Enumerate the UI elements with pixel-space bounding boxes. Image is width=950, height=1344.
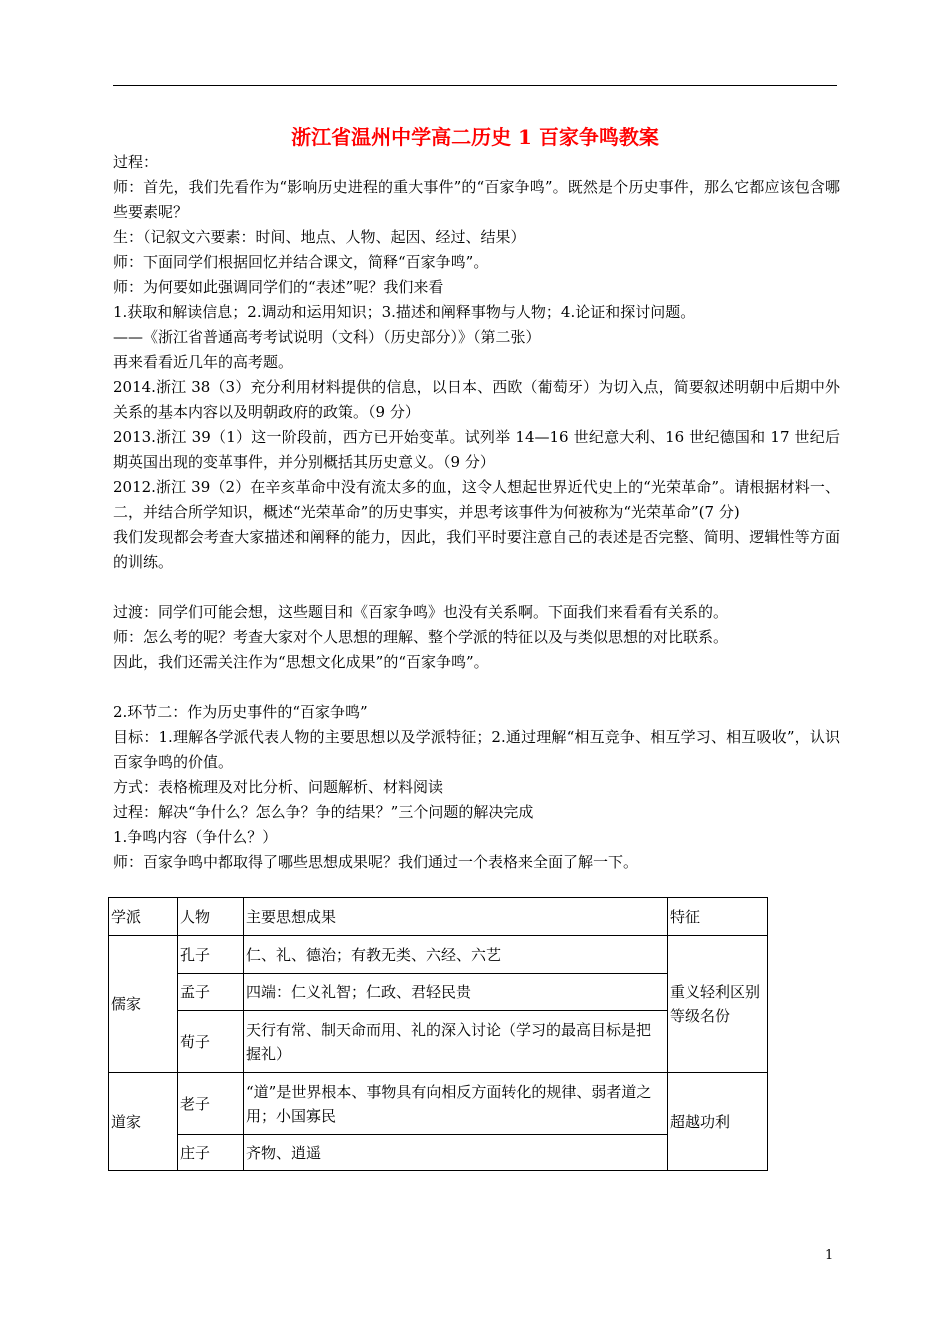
person-cell: 庄子 — [178, 1135, 244, 1171]
paragraph: 方式：表格梳理及对比分析、问题解析、材料阅读 — [113, 778, 444, 796]
paragraph: 2014.浙江 38（3）充分利用材料提供的信息，以日本、西欧（葡萄牙）为切入点，简要叙述明朝中后期中外关系的基本内容以及明朝政府的政策。（9 分） — [113, 378, 840, 421]
table-row — [109, 1073, 768, 1135]
header-cell: 特征 — [668, 898, 768, 936]
header-cell: 主要思想成果 — [244, 898, 668, 936]
person-cell: 孟子 — [178, 974, 244, 1011]
thought-cell: 天行有常、制天命而用、礼的深入讨论（学习的最高目标是把握礼） — [244, 1011, 668, 1073]
thought-cell: 齐物、逍遥 — [244, 1135, 668, 1171]
school-cell: 儒家 — [109, 936, 178, 1073]
feature-cell: 重义轻利区别等级名份 — [668, 936, 768, 1073]
header-cell: 学派 — [109, 898, 178, 936]
paragraph: 再来看看近几年的高考题。 — [113, 353, 294, 371]
paragraph: 过渡：同学们可能会想，这些题目和《百家争鸣》也没有关系啊。下面我们来看看有关系的。 — [113, 603, 729, 621]
paragraph: 师：下面同学们根据回忆并结合课文，简释“百家争鸣”。 — [113, 253, 489, 271]
thought-cell: 四端：仁义礼智；仁政、君轻民贵 — [244, 974, 668, 1011]
feature-cell: 超越功利 — [668, 1073, 768, 1171]
paragraph: 1.获取和解读信息；2.调动和运用知识；3.描述和阐释事物与人物；4.论证和探讨问题。 — [113, 303, 696, 321]
header-rule — [113, 85, 837, 86]
blank-line — [113, 675, 840, 700]
paragraph: ——《浙江省普通高考考试说明（文科）（历史部分）》（第二张） — [113, 328, 541, 346]
document-body — [113, 150, 840, 875]
paragraph: 2013.浙江 39（1）这一阶段前，西方已开始变革。试列举 14—16 世纪意大利、16 世纪德国和 17 世纪后期英国出现的变革事件，并分别概括其历史意义。（9 分） — [113, 428, 840, 471]
header-cell: 人物 — [178, 898, 244, 936]
paragraph: 2.环节二：作为历史事件的“百家争鸣” — [113, 703, 368, 721]
schools-table — [108, 897, 768, 1171]
table-row — [109, 936, 768, 974]
paragraph: 师：百家争鸣中都取得了哪些思想成果呢？我们通过一个表格来全面了解一下。 — [113, 853, 639, 871]
paragraph: 师：首先，我们先看作为“影响历史进程的重大事件”的“百家争鸣”。既然是个历史事件，那么它都应该包含哪些要素呢？ — [113, 178, 840, 221]
paragraph: 过程： — [113, 153, 159, 171]
thought-cell: 仁、礼、德治；有教无类、六经、六艺 — [244, 936, 668, 974]
person-cell: 老子 — [178, 1073, 244, 1135]
blank-line — [113, 575, 840, 600]
person-cell: 孔子 — [178, 936, 244, 974]
paragraph: 我们发现都会考查大家描述和阐释的能力，因此，我们平时要注意自己的表述是否完整、简明、逻辑性等方面的训练。 — [113, 528, 840, 571]
paragraph: 1.争鸣内容（争什么？） — [113, 828, 278, 846]
paragraph: 因此，我们还需关注作为“思想文化成果”的“百家争鸣”。 — [113, 653, 489, 671]
person-cell: 荀子 — [178, 1011, 244, 1073]
paragraph: 目标：1.理解各学派代表人物的主要思想以及学派特征；2.通过理解“相互竞争、相互学习、相互吸收”，认识百家争鸣的价值。 — [113, 728, 840, 771]
paragraph: 过程：解决“争什么？怎么争？争的结果？”三个问题的解决完成 — [113, 803, 534, 821]
paragraph: 2012.浙江 39（2）在辛亥革命中没有流太多的血，这令人想起世界近代史上的“光荣革命”。请根据材料一、二，并结合所学知识，概述“光荣革命”的历史事实，并思考该事件为何被称为“光荣革命”(7 分) — [113, 478, 840, 521]
page-number: 1 — [825, 1248, 834, 1263]
thought-cell: “道”是世界根本、事物具有向相反方面转化的规律、弱者道之用；小国寡民 — [244, 1073, 668, 1135]
paragraph: 师：为何要如此强调同学们的“表述”呢？我们来看 — [113, 278, 444, 296]
school-cell: 道家 — [109, 1073, 178, 1171]
paragraph: 师：怎么考的呢？考查大家对个人思想的理解、整个学派的特征以及与类似思想的对比联系。 — [113, 628, 729, 646]
document-title: 浙江省温州中学高二历史 1 百家争鸣教案 — [291, 125, 659, 149]
paragraph: 生：（记叙文六要素：时间、地点、人物、起因、经过、结果） — [113, 228, 526, 246]
table-header-row — [109, 898, 768, 936]
